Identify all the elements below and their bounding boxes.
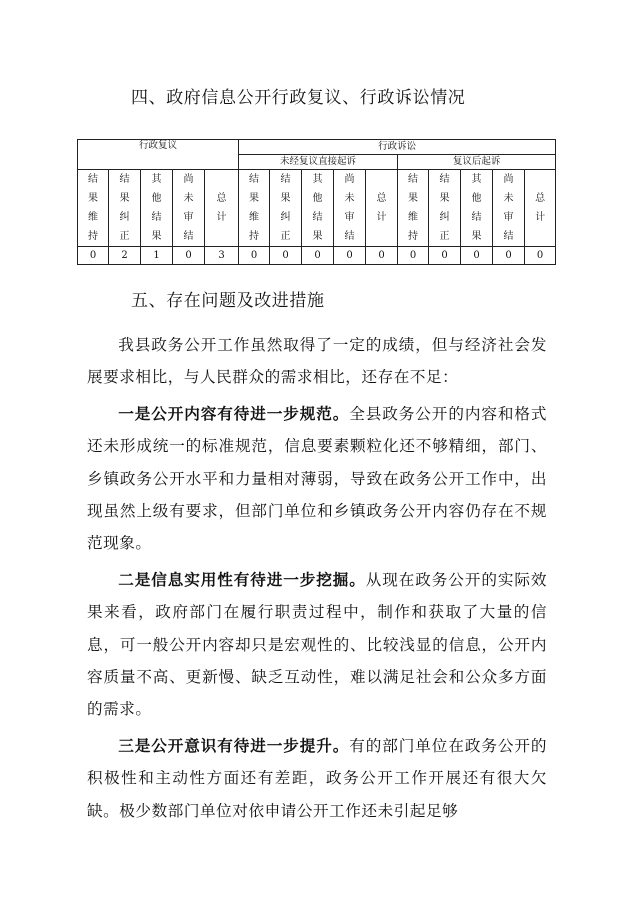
issue-1-text: 全县政务公开的内容和格式还未形成统一的标准规范，信息要素颗粒化还不够精细，部门、乡镇政务公开水平和力量相对薄弱，导致在政务公开工作中，出现虽然上级有要求，但部门单位和乡镇政务公开内容仍存在不规范现象。 [87, 404, 547, 553]
issue-3-text: 有的部门单位在政务公开的积极性和主动性方面还有差距，政务公开工作开展还有很大欠缺。极少数部门单位对依申请公开工作还未引起足够 [87, 736, 547, 820]
col-upheld: 结果维持 [398, 170, 429, 247]
header-after-reconsideration: 复议后起诉 [398, 155, 556, 170]
issue-paragraph-3 [87, 730, 547, 827]
col-corrected: 结果纠正 [109, 170, 141, 247]
table-cell: 0 [493, 247, 525, 265]
issue-paragraph-1 [87, 398, 547, 560]
table-cell: 0 [173, 247, 205, 265]
section-4-heading: 四、政府信息公开行政复议、行政诉讼情况 [131, 88, 466, 108]
table-cell: 0 [366, 247, 398, 265]
col-other: 其他结果 [461, 170, 493, 247]
header-reconsideration: 行政复议 [78, 140, 239, 170]
table-cell: 0 [525, 247, 556, 265]
col-other: 其他结果 [302, 170, 334, 247]
section-5-body [87, 329, 547, 831]
table-cell: 0 [78, 247, 109, 265]
issue-3-lead: 三是公开意识有待进一步提升。 [118, 736, 350, 755]
col-corrected: 结果纠正 [429, 170, 461, 247]
table-cell: 1 [141, 247, 173, 265]
table-cell: 0 [302, 247, 334, 265]
col-pending: 尚未审结 [493, 170, 525, 247]
col-total: 总计 [366, 170, 398, 247]
table-cell: 0 [334, 247, 366, 265]
issue-2-text: 从现在政务公开的实际效果来看，政府部门在履行职责过程中，制作和获取了大量的信息，可一般公开内容却只是宏观性的、比较浅显的信息，公开内容质量不高、更新慢、缺乏互动性，难以满足社会和公众多方面的需求。 [87, 570, 547, 719]
col-total: 总计 [525, 170, 556, 247]
col-pending: 尚未审结 [173, 170, 205, 247]
table-cell: 0 [429, 247, 461, 265]
header-litigation: 行政诉讼 [239, 140, 556, 155]
col-upheld: 结果维持 [239, 170, 270, 247]
table-cell: 0 [461, 247, 493, 265]
issue-paragraph-2 [87, 564, 547, 726]
review-litigation-table [77, 139, 556, 265]
section-5-heading: 五、存在问题及改进措施 [131, 291, 325, 311]
issue-1-lead: 一是公开内容有待进一步规范。 [118, 404, 350, 423]
table-cell: 2 [109, 247, 141, 265]
col-other: 其他结果 [141, 170, 173, 247]
table-cell: 3 [205, 247, 239, 265]
col-upheld: 结果维持 [78, 170, 109, 247]
col-total: 总计 [205, 170, 239, 247]
table-cell: 0 [239, 247, 270, 265]
header-direct-suit: 未经复议直接起诉 [239, 155, 398, 170]
issue-2-lead: 二是信息实用性有待进一步挖掘。 [118, 570, 366, 589]
table-cell: 0 [398, 247, 429, 265]
col-corrected: 结果纠正 [270, 170, 302, 247]
col-pending: 尚未审结 [334, 170, 366, 247]
intro-paragraph: 我县政务公开工作虽然取得了一定的成绩，但与经济社会发展要求相比，与人民群众的需求相比，还存在不足： [87, 336, 547, 387]
table-cell: 0 [270, 247, 302, 265]
